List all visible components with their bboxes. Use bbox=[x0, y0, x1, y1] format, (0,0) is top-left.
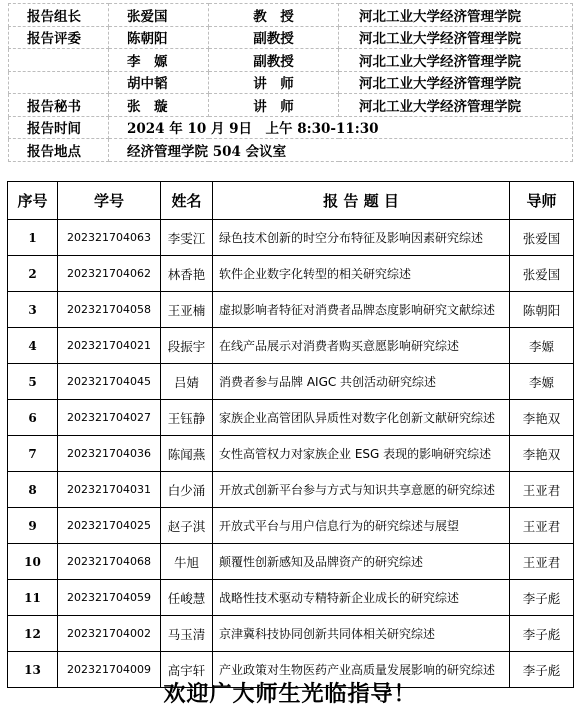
student-name: 林香艳 bbox=[161, 256, 213, 292]
student-id: 202321704058 bbox=[58, 292, 161, 328]
row-number: 10 bbox=[8, 544, 58, 580]
row-number: 12 bbox=[8, 616, 58, 652]
student-name: 吕婧 bbox=[161, 364, 213, 400]
member-org: 河北工业大学经济管理学院 bbox=[339, 26, 573, 49]
place-row bbox=[9, 139, 573, 162]
row-number: 11 bbox=[8, 580, 58, 616]
row-number: 2 bbox=[8, 256, 58, 292]
student-id: 202321704027 bbox=[58, 400, 161, 436]
student-name: 马玉清 bbox=[161, 616, 213, 652]
member-name: 张 璇 bbox=[109, 94, 209, 117]
student-id: 202321704021 bbox=[58, 328, 161, 364]
report-topic: 在线产品展示对消费者购买意愿影响研究综述 bbox=[213, 328, 510, 364]
role-label: 报告评委 bbox=[9, 26, 109, 49]
table-row bbox=[8, 436, 574, 472]
table-row bbox=[8, 292, 574, 328]
row-number: 13 bbox=[8, 652, 58, 688]
member-title: 副教授 bbox=[209, 26, 339, 49]
role-label bbox=[9, 49, 109, 72]
report-topic: 开放式平台与用户信息行为的研究综述与展望 bbox=[213, 508, 510, 544]
row-number: 5 bbox=[8, 364, 58, 400]
student-name: 李雯江 bbox=[161, 220, 213, 256]
member-name: 张爱国 bbox=[109, 4, 209, 27]
table-row bbox=[8, 508, 574, 544]
advisor-name: 李艳双 bbox=[510, 436, 574, 472]
member-org: 河北工业大学经济管理学院 bbox=[339, 71, 573, 94]
advisor-name: 李子彪 bbox=[510, 580, 574, 616]
student-id: 202321704002 bbox=[58, 616, 161, 652]
committee-row bbox=[9, 94, 573, 117]
member-org: 河北工业大学经济管理学院 bbox=[339, 94, 573, 117]
table-header-row bbox=[8, 182, 574, 220]
student-id: 202321704045 bbox=[58, 364, 161, 400]
table-row bbox=[8, 616, 574, 652]
member-org: 河北工业大学经济管理学院 bbox=[339, 49, 573, 72]
row-number: 8 bbox=[8, 472, 58, 508]
row-number: 9 bbox=[8, 508, 58, 544]
committee-row bbox=[9, 26, 573, 49]
committee-row bbox=[9, 49, 573, 72]
student-name: 王钰静 bbox=[161, 400, 213, 436]
student-name: 王亚楠 bbox=[161, 292, 213, 328]
member-name: 陈朝阳 bbox=[109, 26, 209, 49]
student-id: 202321704063 bbox=[58, 220, 161, 256]
place-value: 经济管理学院 504 会议室 bbox=[109, 139, 573, 162]
student-id: 202321704031 bbox=[58, 472, 161, 508]
role-label bbox=[9, 71, 109, 94]
header-student-id: 学号 bbox=[58, 182, 161, 220]
advisor-name: 李嫄 bbox=[510, 328, 574, 364]
advisor-name: 张爱国 bbox=[510, 220, 574, 256]
member-org: 河北工业大学经济管理学院 bbox=[339, 4, 573, 27]
header-name: 姓名 bbox=[161, 182, 213, 220]
student-name: 陈闻燕 bbox=[161, 436, 213, 472]
member-title: 副教授 bbox=[209, 49, 339, 72]
student-name: 任峻慧 bbox=[161, 580, 213, 616]
student-name: 赵子淇 bbox=[161, 508, 213, 544]
student-name: 高宇轩 bbox=[161, 652, 213, 688]
student-name: 白少涌 bbox=[161, 472, 213, 508]
student-name: 牛旭 bbox=[161, 544, 213, 580]
role-label: 报告组长 bbox=[9, 4, 109, 27]
member-title: 教 授 bbox=[209, 4, 339, 27]
report-topic: 开放式创新平台参与方式与知识共享意愿的研究综述 bbox=[213, 472, 510, 508]
student-id: 202321704062 bbox=[58, 256, 161, 292]
header-advisor: 导师 bbox=[510, 182, 574, 220]
student-id: 202321704009 bbox=[58, 652, 161, 688]
advisor-name: 张爱国 bbox=[510, 256, 574, 292]
member-title: 讲 师 bbox=[209, 94, 339, 117]
report-topic: 消费者参与品牌 AIGC 共创活动研究综述 bbox=[213, 364, 510, 400]
advisor-name: 王亚君 bbox=[510, 472, 574, 508]
row-number: 3 bbox=[8, 292, 58, 328]
welcome-message: 欢迎广大师生光临指导！ bbox=[163, 681, 417, 707]
advisor-name: 王亚君 bbox=[510, 508, 574, 544]
advisor-name: 陈朝阳 bbox=[510, 292, 574, 328]
report-topic: 京津冀科技协同创新共同体相关研究综述 bbox=[213, 616, 510, 652]
committee-row bbox=[9, 71, 573, 94]
report-schedule-table bbox=[7, 181, 574, 688]
table-row bbox=[8, 256, 574, 292]
row-number: 6 bbox=[8, 400, 58, 436]
member-title: 讲 师 bbox=[209, 71, 339, 94]
member-name: 胡中韬 bbox=[109, 71, 209, 94]
table-row bbox=[8, 220, 574, 256]
committee-row bbox=[9, 4, 573, 27]
time-value: 2024 年 10 月 9日 上午 8:30-11:30 bbox=[109, 116, 573, 139]
table-row bbox=[8, 328, 574, 364]
student-id: 202321704068 bbox=[58, 544, 161, 580]
advisor-name: 李子彪 bbox=[510, 652, 574, 688]
time-row bbox=[9, 116, 573, 139]
time-label: 报告时间 bbox=[9, 116, 109, 139]
report-topic: 虚拟影响者特征对消费者品牌态度影响研究文献综述 bbox=[213, 292, 510, 328]
advisor-name: 李艳双 bbox=[510, 400, 574, 436]
table-row bbox=[8, 472, 574, 508]
row-number: 7 bbox=[8, 436, 58, 472]
row-number: 1 bbox=[8, 220, 58, 256]
header-topic: 报 告 题 目 bbox=[213, 182, 510, 220]
report-topic: 软件企业数字化转型的相关研究综述 bbox=[213, 256, 510, 292]
report-topic: 家族企业高管团队异质性对数字化创新文献研究综述 bbox=[213, 400, 510, 436]
report-topic: 产业政策对生物医药产业高质量发展影响的研究综述 bbox=[213, 652, 510, 688]
place-label: 报告地点 bbox=[9, 139, 109, 162]
student-id: 202321704036 bbox=[58, 436, 161, 472]
student-id: 202321704025 bbox=[58, 508, 161, 544]
member-name: 李 嫄 bbox=[109, 49, 209, 72]
report-topic: 绿色技术创新的时空分布特征及影响因素研究综述 bbox=[213, 220, 510, 256]
table-row bbox=[8, 400, 574, 436]
header-no: 序号 bbox=[8, 182, 58, 220]
report-topic: 女性高管权力对家族企业 ESG 表现的影响研究综述 bbox=[213, 436, 510, 472]
advisor-name: 王亚君 bbox=[510, 544, 574, 580]
role-label: 报告秘书 bbox=[9, 94, 109, 117]
report-topic: 颠覆性创新感知及品牌资产的研究综述 bbox=[213, 544, 510, 580]
committee-info-table bbox=[8, 3, 573, 162]
table-row bbox=[8, 364, 574, 400]
table-row bbox=[8, 544, 574, 580]
row-number: 4 bbox=[8, 328, 58, 364]
report-topic: 战略性技术驱动专精特新企业成长的研究综述 bbox=[213, 580, 510, 616]
table-row bbox=[8, 580, 574, 616]
student-name: 段振宇 bbox=[161, 328, 213, 364]
student-id: 202321704059 bbox=[58, 580, 161, 616]
advisor-name: 李子彪 bbox=[510, 616, 574, 652]
advisor-name: 李嫄 bbox=[510, 364, 574, 400]
